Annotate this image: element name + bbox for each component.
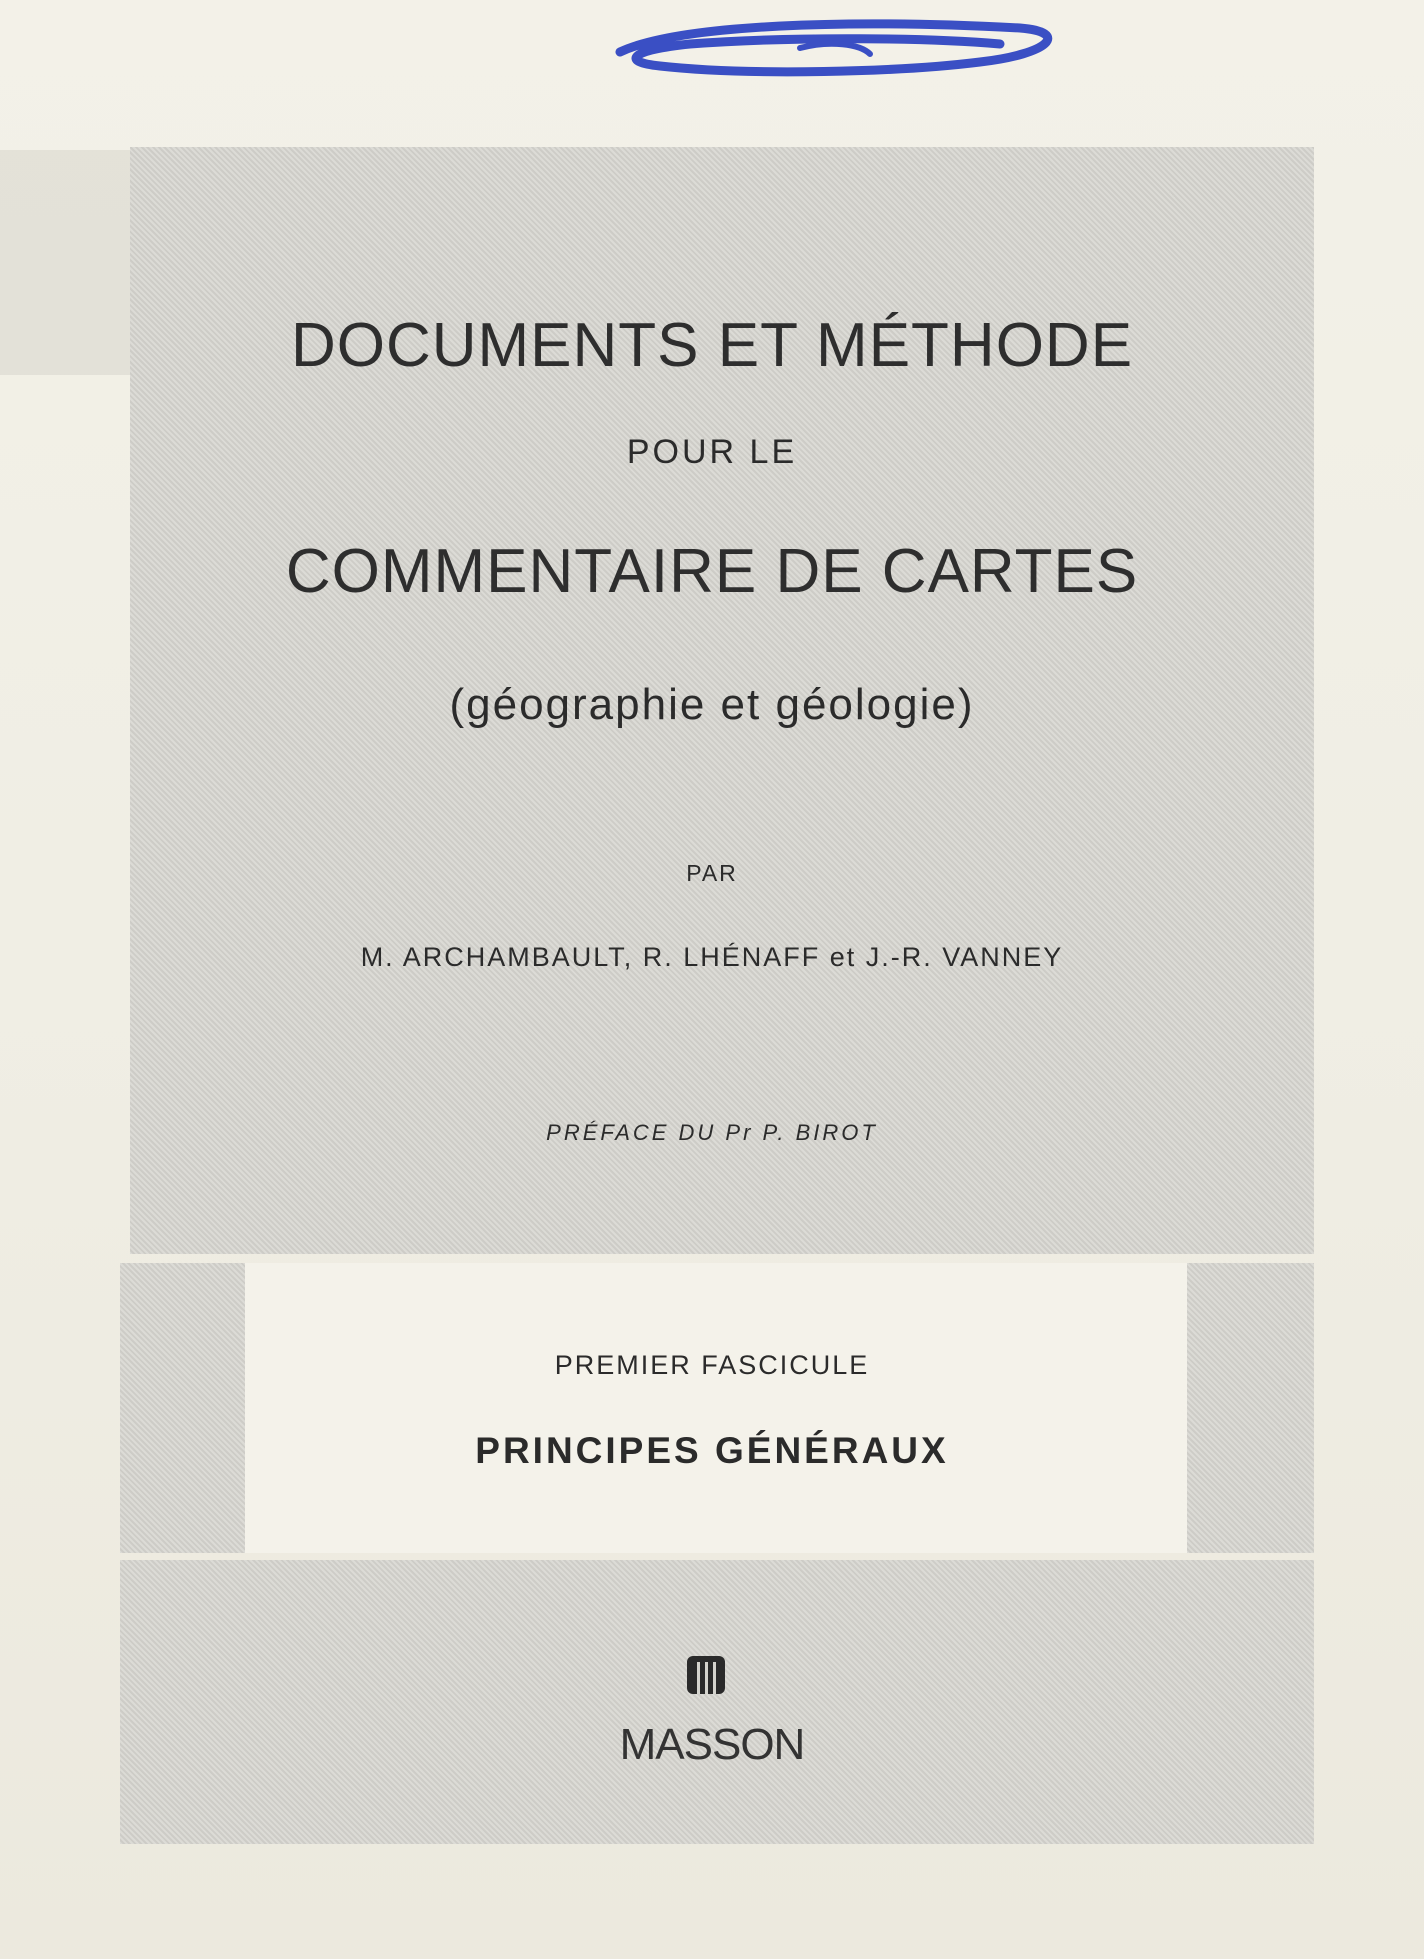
pen-mark-icon xyxy=(600,14,1070,84)
by-label: PAR xyxy=(686,860,738,886)
volume-title: PRINCIPES GÉNÉRAUX xyxy=(475,1430,949,1471)
band-right-block xyxy=(1187,1263,1314,1553)
preface-credit: PRÉFACE DU Pr P. BIROT xyxy=(546,1120,878,1145)
title-line-3: COMMENTAIRE DE CARTES xyxy=(285,537,1139,606)
masson-logo-icon xyxy=(687,1652,725,1694)
publisher-name: MASSON xyxy=(619,1720,805,1769)
fascicule-label: PREMIER FASCICULE xyxy=(554,1350,870,1380)
subtitle: (géographie et géologie) xyxy=(449,680,975,729)
fascicule-band xyxy=(245,1263,1187,1553)
band-left-block xyxy=(120,1263,245,1553)
title-line-1: DOCUMENTS ET MÉTHODE xyxy=(290,311,1134,380)
publisher-panel xyxy=(120,1560,1314,1844)
authors: M. ARCHAMBAULT, R. LHÉNAFF et J.-R. VANNEY xyxy=(360,942,1064,972)
title-line-2: POUR LE xyxy=(626,433,798,471)
